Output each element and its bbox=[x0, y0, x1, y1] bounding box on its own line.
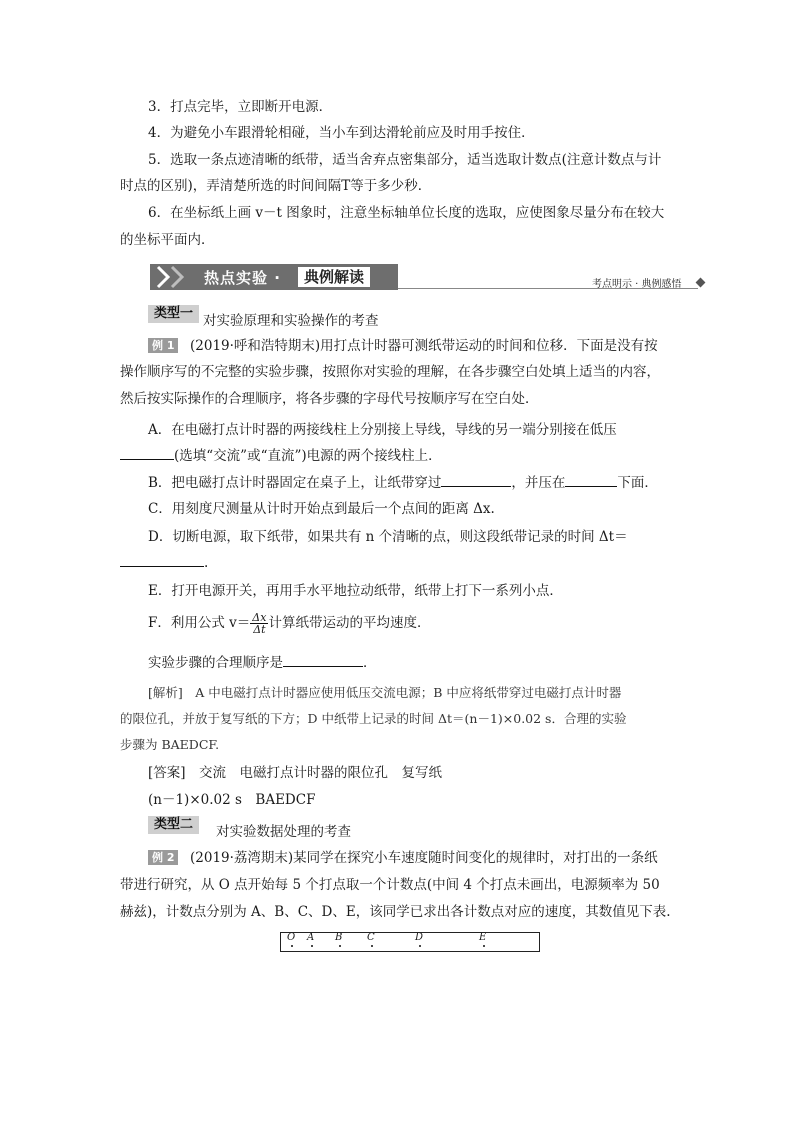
step-b: B．把电磁打点计时器固定在桌子上，让纸带穿过 ，并压在 下面． bbox=[148, 472, 658, 494]
type1-tag: 类型一 bbox=[148, 305, 199, 323]
note-6-line1: 6．在坐标纸上画 v－t 图象时，注意坐标轴单位长度的选取，应使图象尽量分布在较大 bbox=[148, 205, 665, 221]
tape-dot bbox=[371, 945, 373, 947]
tape-dot bbox=[419, 945, 421, 947]
tape-point-label: O bbox=[287, 932, 296, 943]
analysis-line2: 的限位孔，并放于复写纸的下方；D 中纸带上记录的时间 Δt＝(n－1)×0.02 s．合理的实验 bbox=[120, 711, 627, 726]
answer-blank[interactable] bbox=[565, 472, 617, 487]
step-c: C．用刻度尺测量从计时开始点到最后一个点间的距离 Δx. bbox=[148, 501, 495, 517]
step-a-line1: A．在电磁打点计时器的两接线柱上分别接上导线，导线的另一端分别接在低压 bbox=[148, 422, 617, 438]
example1-line2: 操作顺序写的不完整的实验步骤，按照你对实验的理解，在各步骤空白处填上适当的内容， bbox=[120, 364, 660, 380]
tape-point-label: E bbox=[479, 932, 487, 943]
type2-tag: 类型二 bbox=[148, 816, 199, 834]
tape-point-label: A bbox=[307, 932, 315, 943]
example1-line1: (2019·呼和浩特期末)用打点计时器可测纸带运动的时间和位移．下面是没有按 bbox=[190, 338, 658, 354]
step-d-line1: D．切断电源，取下纸带，如果共有 n 个清晰的点，则这段纸带记录的时间 Δt＝ bbox=[148, 529, 628, 545]
step-e: E．打开电源开关，再用手水平地拉动纸带，纸带上打下一系列小点． bbox=[148, 583, 563, 599]
tape-point-label: B bbox=[335, 932, 343, 943]
answer-blank[interactable] bbox=[283, 652, 363, 667]
paper-tape-figure bbox=[280, 932, 540, 952]
banner-right-label: 考点明示 · 典例感悟 bbox=[592, 279, 682, 290]
tape-dot bbox=[311, 945, 313, 947]
tape-dot bbox=[291, 945, 293, 947]
step-d-line2: . bbox=[120, 552, 208, 574]
tape-point-label: D bbox=[415, 932, 424, 943]
answer-line1: [答案] 交流 电磁打点计时器的限位孔 复写纸 bbox=[148, 765, 443, 781]
example1-tag: 例 1 bbox=[148, 338, 178, 353]
order-question: 实验步骤的合理顺序是 ． bbox=[148, 652, 377, 674]
step-a-line2: (选填“交流”或“直流”)电源的两个接线柱上． bbox=[120, 445, 442, 467]
tape-dot bbox=[483, 945, 485, 947]
example2-line2: 带进行研究，从 O 点开始每 5 个打点取一个计数点(中间 4 个打点未画出，电源频率为 50 bbox=[120, 877, 660, 893]
example2-line3: 赫兹)，计数点分别为 A、B、C、D、E，该同学已求出各计数点对应的速度，其数值见下表. bbox=[120, 904, 671, 920]
step-f: F．利用公式 v＝ $\frac{\Delta x}{\Delta t}$ 计算纸带运动的平均速度． bbox=[148, 611, 431, 636]
example1-line3: 然后按实际操作的合理顺序，将各步骤的字母代号按顺序写在空白处． bbox=[120, 391, 539, 407]
note-3: 3．打点完毕，立即断开电源． bbox=[148, 99, 333, 115]
answer-line2: (n－1)×0.02 s BAEDCF bbox=[148, 792, 316, 808]
note-5-line2: 时点的区别)，弄清楚所选的时间间隔T等于多少秒． bbox=[120, 178, 432, 194]
diamond-icon bbox=[696, 278, 706, 288]
type2-title: 对实验数据处理的考查 bbox=[216, 824, 351, 840]
answer-blank[interactable] bbox=[120, 445, 174, 460]
banner-title: 热点实验 · bbox=[204, 269, 281, 287]
note-6-line2: 的坐标平面内． bbox=[120, 232, 215, 248]
answer-blank[interactable] bbox=[441, 472, 511, 487]
section-banner bbox=[150, 264, 398, 290]
note-5-line1: 5．选取一条点迹清晰的纸带，适当舍弃点密集部分，适当选取计数点(注意计数点与计 bbox=[148, 152, 662, 168]
tape-dot bbox=[339, 945, 341, 947]
analysis-line3: 步骤为 BAEDCF. bbox=[120, 737, 220, 752]
velocity-fraction: $\frac{\Delta x}{\Delta t}$ bbox=[252, 611, 267, 636]
banner-subtitle: 典例解读 bbox=[298, 267, 370, 287]
type1-title: 对实验原理和实验操作的考查 bbox=[203, 313, 379, 329]
tape-point-label: C bbox=[367, 932, 375, 943]
example2-line1: (2019·荔湾期末)某同学在探究小车速度随时间变化的规律时，对打出的一条纸 bbox=[190, 850, 658, 866]
note-4: 4．为避免小车跟滑轮相碰，当小车到达滑轮前应及时用手按住． bbox=[148, 125, 535, 141]
answer-blank[interactable] bbox=[120, 552, 204, 567]
analysis-line1: [解析] A 中电磁打点计时器应使用低压交流电源；B 中应将纸带穿过电磁打点计时器 bbox=[148, 685, 622, 700]
example2-tag: 例 2 bbox=[148, 850, 178, 865]
chevron-right-icon bbox=[166, 264, 192, 290]
